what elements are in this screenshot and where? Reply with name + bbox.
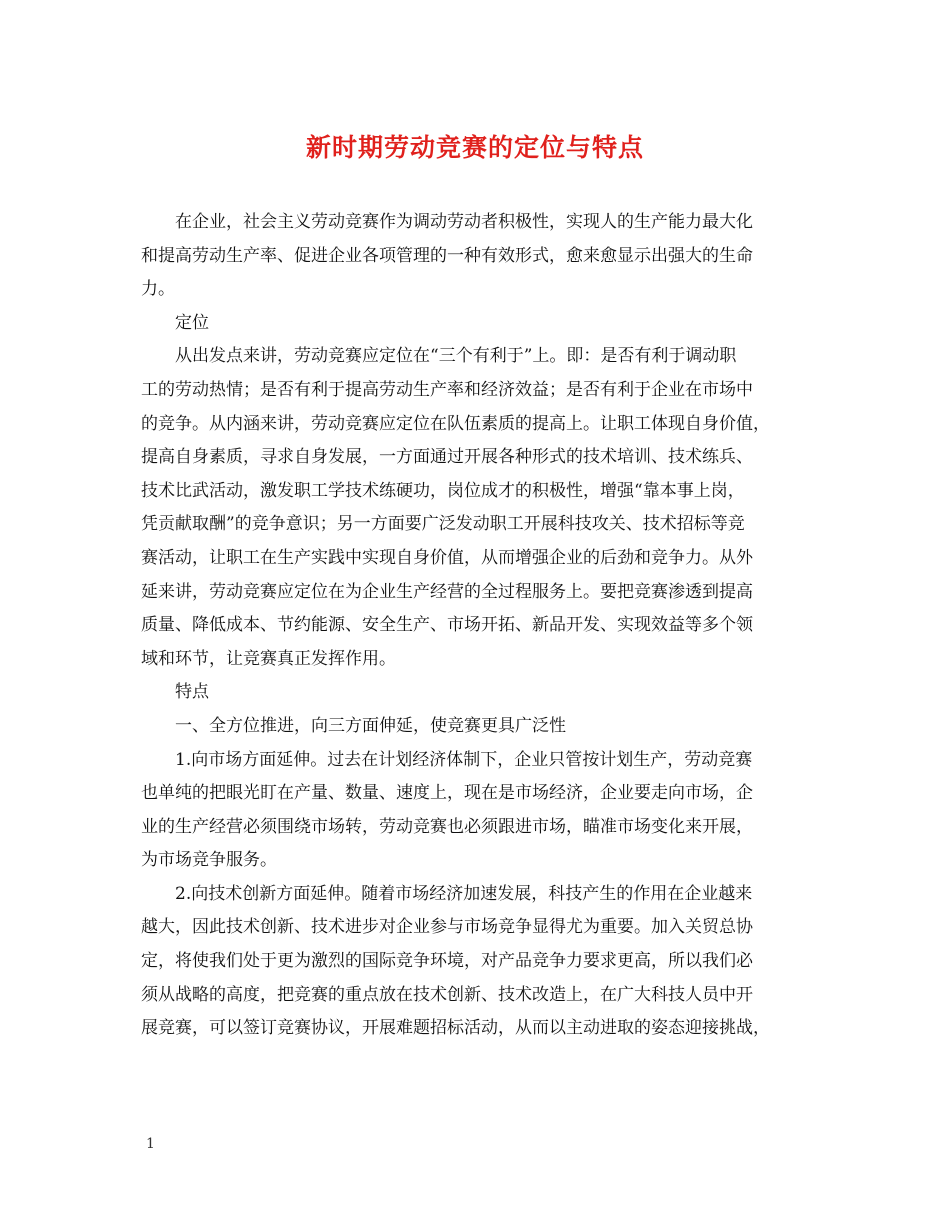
text-line: 一、全方位推进，向三方面伸延，使竞赛更具广泛性 xyxy=(175,715,566,736)
text-line: 越大，因此技术创新、技术进步对企业参与市场竞争显得尤为重要。加入关贸总协 xyxy=(141,917,753,938)
text-line: 提高自身素质，寻求自身发展，一方面通过开展各种形式的技术培训、技术练兵、 xyxy=(141,447,753,468)
section-heading-features xyxy=(141,676,817,710)
text-line: 展竞赛，可以签订竞赛协议，开展难题招标活动，从而以主动进取的姿态迎接挑战， xyxy=(141,1018,770,1039)
text-line: 和提高劳动生产率、促进企业各项管理的一种有效形式，愈来愈显示出强大的生命 xyxy=(141,245,753,266)
text-line: 须从战略的高度，把竞赛的重点放在技术创新、技术改造上，在广大科技人员中开 xyxy=(141,984,753,1005)
text-line: 业的生产经营必须围绕市场转，劳动竞赛也必须跟进市场，瞄准市场变化来开展， xyxy=(141,816,753,837)
subheading-one xyxy=(141,710,817,744)
document-body xyxy=(141,206,817,1046)
text-line: 2.向技术创新方面延伸。随着市场经济加速发展，科技产生的作用在企业越来 xyxy=(175,883,753,904)
text-line: 1.向市场方面延伸。过去在计划经济体制下，企业只管按计划生产，劳动竞赛 xyxy=(175,749,753,770)
text-line: 凭贡献取酬”的竞争意识；另一方面要广泛发动职工开展科技攻关、技术招标等竞 xyxy=(141,514,745,535)
text-line: 力。 xyxy=(141,279,175,300)
text-line: 为市场竞争服务。 xyxy=(141,850,277,871)
text-line: 也单纯的把眼光盯在产量、数量、速度上，现在是市场经济，企业要走向市场，企 xyxy=(141,783,753,804)
text-line: 定位 xyxy=(175,312,209,333)
text-line: 赛活动，让职工在生产实践中实现自身价值，从而增强企业的后劲和竞争力。从外 xyxy=(141,547,753,568)
text-line: 质量、降低成本、节约能源、安全生产、市场开拓、新品开发、实现效益等多个领 xyxy=(141,615,753,636)
text-line: 的竞争。从内涵来讲，劳动竞赛应定位在队伍素质的提高上。让职工体现自身价值， xyxy=(141,413,770,434)
text-line: 在企业，社会主义劳动竞赛作为调动劳动者积极性，实现人的生产能力最大化 xyxy=(175,212,753,232)
text-line: 特点 xyxy=(175,682,209,703)
paragraph-market-extension xyxy=(141,744,817,878)
text-line: 延来讲，劳动竞赛应定位在为企业生产经营的全过程服务上。要把竞赛渗透到提高 xyxy=(141,581,753,602)
section-heading-positioning xyxy=(141,307,817,341)
text-line: 定，将使我们处于更为激烈的国际竞争环境，对产品竞争力要求更高，所以我们必 xyxy=(141,951,753,972)
text-line: 从出发点来讲，劳动竞赛应定位在“三个有利于”上。即：是否有利于调动职 xyxy=(175,346,737,367)
text-line: 技术比武活动，激发职工学技术练硬功，岗位成才的积极性，增强“靠本事上岗， xyxy=(141,480,745,501)
text-line: 域和环节，让竞赛真正发挥作用。 xyxy=(141,648,396,669)
paragraph-innovation-extension xyxy=(141,878,817,1046)
document-title: 新时期劳动竞赛的定位与特点 xyxy=(305,133,644,162)
text-line: 工的劳动热情；是否有利于提高劳动生产率和经济效益；是否有利于企业在市场中 xyxy=(141,379,753,400)
paragraph-intro xyxy=(141,206,817,307)
paragraph-positioning xyxy=(141,340,817,676)
page-number: 1 xyxy=(146,1136,155,1152)
